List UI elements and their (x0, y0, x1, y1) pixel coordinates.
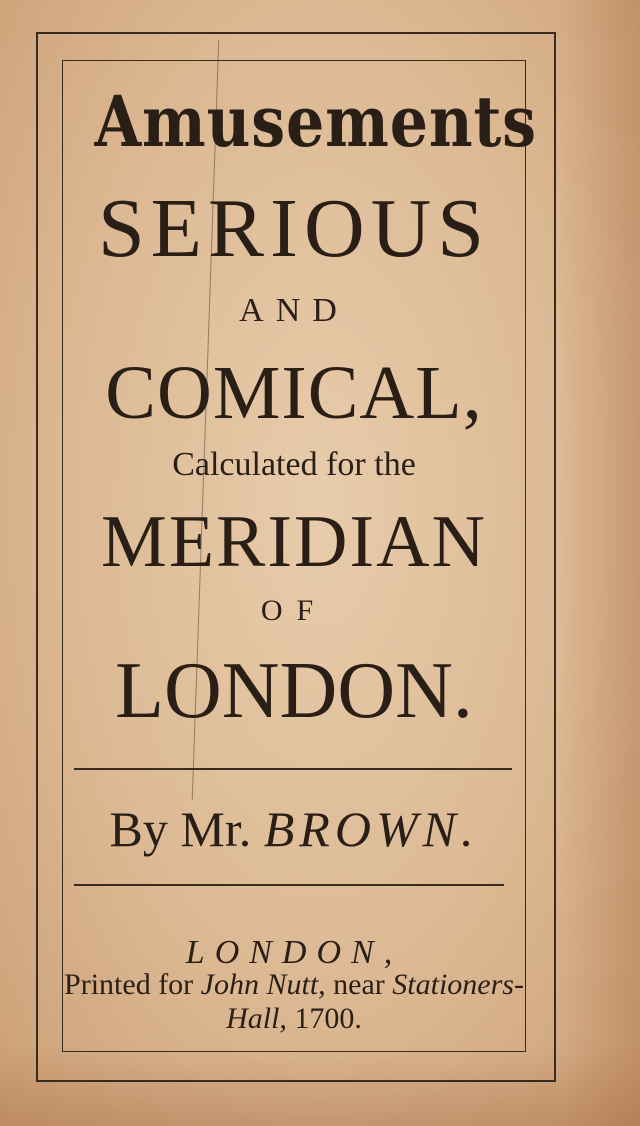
title-comical: COMICAL, (105, 351, 483, 435)
author-name: BROWN. (263, 801, 479, 857)
upper-rule (74, 768, 512, 770)
title-blackletter: Amusements (94, 80, 537, 163)
imprint-printer: John Nutt, (200, 968, 326, 1001)
page-edge-shading (560, 0, 640, 1126)
title-meridian: MERIDIAN (101, 501, 487, 583)
imprint-location: Stationers- (392, 968, 524, 1001)
title-of: OF (260, 594, 328, 627)
imprint-near: near (333, 968, 385, 1001)
title-serious: SERIOUS (97, 182, 491, 275)
imprint-printed-line (62, 968, 526, 1002)
author-prefix: By Mr. (109, 801, 252, 857)
title-and: AND (239, 292, 349, 329)
title-london: LONDON. (115, 647, 473, 735)
subtitle-calculated: Calculated for the (172, 446, 416, 483)
imprint-printed-for: Printed for (64, 968, 194, 1001)
imprint-year: 1700. (294, 1002, 362, 1035)
author-line (62, 800, 526, 858)
lower-rule (74, 884, 504, 886)
imprint-location-cont: Hall, (226, 1002, 287, 1035)
imprint-hall-line (62, 1002, 526, 1036)
imprint-place: LONDON, (185, 934, 403, 971)
